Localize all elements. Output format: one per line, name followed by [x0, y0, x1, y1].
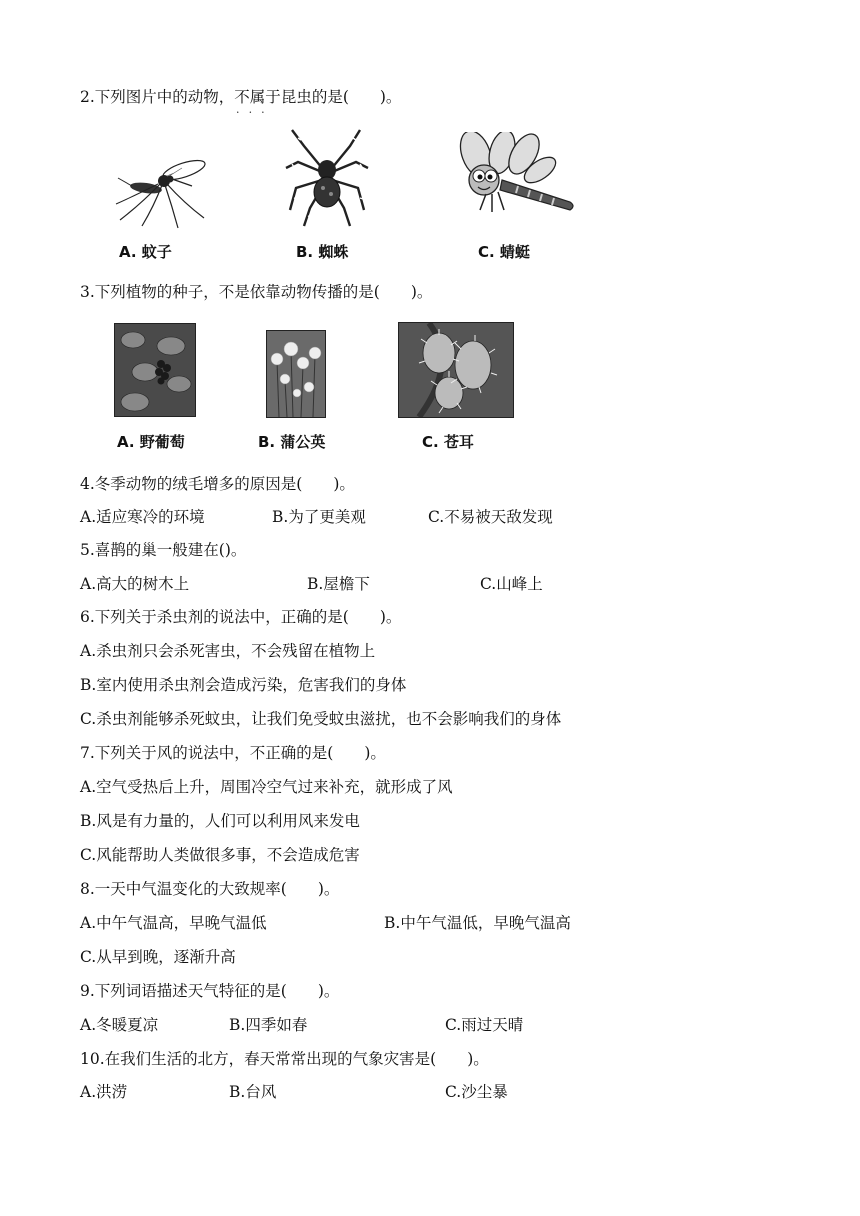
- question-9-stem: 9.下列词语描述天气特征的是( )。: [80, 982, 340, 1000]
- question-8-stem: 8.一天中气温变化的大致规率( )。: [80, 880, 340, 898]
- question-5-option-b: B.屋檐下: [307, 575, 370, 593]
- mosquito-illustration: [112, 148, 212, 232]
- option-c-cocklebur-label: C. 苍耳: [422, 433, 474, 451]
- question-8-option-a: A.中午气温高，早晚气温低: [80, 914, 267, 932]
- option-b-spider-label: B. 蜘蛛: [296, 243, 349, 261]
- option-a-wild-grape-label: A. 野葡萄: [117, 433, 185, 451]
- question-4-stem: 4.冬季动物的绒毛增多的原因是( )。: [80, 475, 355, 493]
- question-8-option-b: B.中午气温低，早晚气温高: [384, 914, 571, 932]
- question-6-stem: 6.下列关于杀虫剂的说法中，正确的是( )。: [80, 608, 402, 626]
- question-5-stem: 5.喜鹊的巢一般建在()。: [80, 541, 247, 559]
- question-5-option-c: C.山峰上: [480, 575, 543, 593]
- question-5-option-a: A.高大的树木上: [80, 575, 190, 593]
- option-b-dandelion-label: B. 蒲公英: [258, 433, 326, 451]
- question-2-stem-part-a: 2.下列图片中的动物，: [80, 88, 235, 106]
- question-10-option-a: A.洪涝: [80, 1083, 128, 1101]
- question-7-option-c: C.风能帮助人类做很多事，不会造成危害: [80, 846, 360, 864]
- option-a-mosquito-label: A. 蚊子: [119, 243, 172, 261]
- question-10-option-b: B.台风: [229, 1083, 277, 1101]
- question-6-option-c: C.杀虫剂能够杀死蚊虫，让我们免受蚊虫滋扰，也不会影响我们的身体: [80, 710, 562, 728]
- question-10-stem: 10.在我们生活的北方，春天常常出现的气象灾害是( )。: [80, 1050, 489, 1068]
- question-7-stem: 7.下列关于风的说法中，不正确的是( )。: [80, 744, 386, 762]
- dandelion-photo: [266, 330, 326, 418]
- dragonfly-illustration: [450, 132, 576, 224]
- option-c-dragonfly-label: C. 蜻蜓: [478, 243, 530, 261]
- question-7-option-a: A.空气受热后上升，周围冷空气过来补充，就形成了风: [80, 778, 453, 796]
- question-2-emphasis: 不属于 • • •: [234, 88, 281, 106]
- question-8-option-c: C.从早到晚，逐渐升高: [80, 948, 236, 966]
- question-6-option-a: A.杀虫剂只会杀死害虫，不会残留在植物上: [80, 642, 376, 660]
- cocklebur-photo: [398, 322, 514, 418]
- question-10-option-c: C.沙尘暴: [445, 1083, 508, 1101]
- question-7-option-b: B.风是有力量的，人们可以利用风来发电: [80, 812, 360, 830]
- question-9-option-b: B.四季如春: [229, 1016, 308, 1034]
- question-2-stem-part-b: 昆虫的是( )。: [280, 88, 402, 106]
- question-4-option-b: B.为了更美观: [272, 508, 366, 526]
- spider-illustration: [282, 128, 372, 228]
- question-4-option-c: C.不易被天敌发现: [428, 508, 553, 526]
- question-3-stem: 3.下列植物的种子，不是依靠动物传播的是( )。: [80, 283, 433, 301]
- question-4-option-a: A.适应寒冷的环境: [80, 508, 205, 526]
- question-6-option-b: B.室内使用杀虫剂会造成污染，危害我们的身体: [80, 676, 407, 694]
- question-9-option-c: C.雨过天晴: [445, 1016, 524, 1034]
- question-9-option-a: A.冬暖夏凉: [80, 1016, 159, 1034]
- wild-grape-photo: [114, 323, 196, 417]
- question-2-stem: [80, 87, 401, 107]
